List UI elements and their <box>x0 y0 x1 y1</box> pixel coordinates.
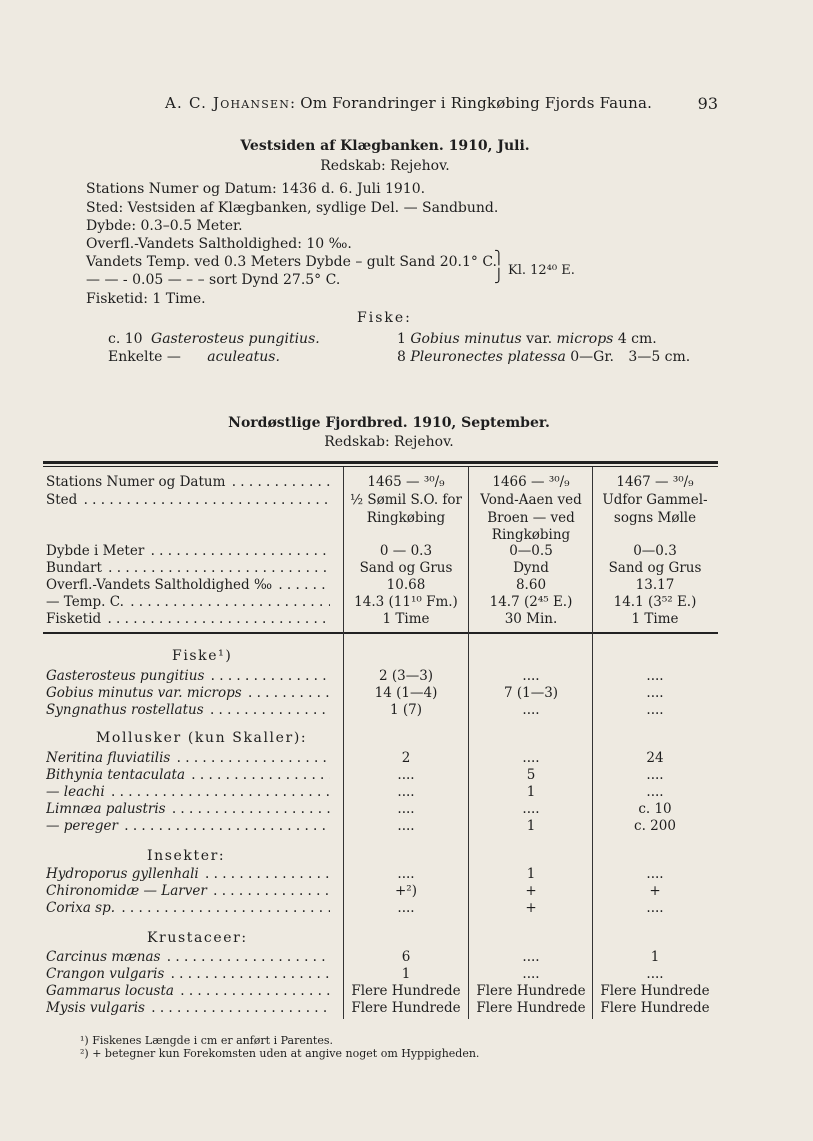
table-cell: .... <box>646 866 664 882</box>
table-cell: 1465 — ³⁰/₉ <box>367 474 445 490</box>
fish-left-1: c. 10 Gasterosteus pungitius. <box>108 331 320 347</box>
table-cell: 1 (7) <box>389 702 422 718</box>
table-cell: .... <box>646 900 664 916</box>
table-cell: 14.7 (2⁴⁵ E.) <box>489 594 573 610</box>
group-title: Insekter: <box>147 848 226 864</box>
running-header <box>0 94 813 116</box>
group-title: Krustaceer: <box>147 930 248 946</box>
table-cell: .... <box>646 784 664 800</box>
fish-right-1: 1 Gobius minutus var. microps 4 cm. <box>397 331 657 347</box>
table-cell: 0 — 0.3 <box>379 543 433 559</box>
table-cell: + <box>525 883 537 899</box>
fiske-heading: Fiske: <box>357 310 412 326</box>
species-label: Corixa sp. . . . <box>46 900 330 916</box>
table-cell: .... <box>646 966 664 982</box>
table-cell: 1 <box>401 966 411 982</box>
time-note: Kl. 12⁴⁰ E. <box>508 263 575 278</box>
table-row-label: Fisketid . . . <box>46 611 330 627</box>
fisketid-line: Fisketid: 1 Time. <box>86 291 206 307</box>
table-cell: Dynd <box>513 560 549 576</box>
table-cell: .... <box>397 767 415 783</box>
table-row-label: Dybde i Meter . . . <box>46 543 330 559</box>
table-row-label: Stations Numer og Datum . . . <box>46 474 330 490</box>
table-cell: 5 <box>526 767 536 783</box>
table-cell: Flere Hundrede <box>351 983 461 999</box>
table-cell: Vond-Aaen ved <box>480 492 582 508</box>
brace-symbol: ⎫ ⎭ <box>494 251 504 284</box>
table-row-label: Bundart . . . <box>46 560 330 576</box>
fish-right-2: 8 Pleuronectes platessa 0—Gr. 3—5 cm. <box>397 349 691 365</box>
table-cell: 14.3 (11¹⁰ Fm.) <box>354 594 458 610</box>
table-cell: 6 <box>401 949 411 965</box>
dybde-line: Dybde: 0.3–0.5 Meter. <box>86 218 243 234</box>
table-cell: 8.60 <box>515 577 547 593</box>
table-cell: +²) <box>395 883 417 899</box>
column-divider-3 <box>592 467 593 1019</box>
species-label: Gobius minutus var. microps . . . <box>46 685 330 701</box>
species-label: Bithynia tentaculata . . . <box>46 767 330 783</box>
species-label: Limnæa palustris . . . <box>46 801 330 817</box>
table-cell: 0—0.5 <box>509 543 553 559</box>
species-label: Chironomidæ — Larver . . . <box>46 883 330 899</box>
table-cell: Ringkøbing <box>491 527 571 543</box>
table-cell: c. 200 <box>634 818 676 834</box>
table-cell: .... <box>646 668 664 684</box>
group-title: Mollusker (kun Skaller): <box>96 730 308 746</box>
group-title: Fiske¹) <box>172 648 233 664</box>
table-cell: 1467 — ³⁰/₉ <box>616 474 694 490</box>
table-cell: 1466 — ³⁰/₉ <box>492 474 570 490</box>
table-header-rule <box>43 632 718 634</box>
temp-line-2: — — - 0.05 — – – sort Dynd 27.5° C. <box>86 272 341 288</box>
species-label: Carcinus mænas . . . <box>46 949 330 965</box>
table-cell: .... <box>646 702 664 718</box>
species-label: Hydroporus gyllenhali . . . <box>46 866 330 882</box>
section1-redskab: Redskab: Rejehov. <box>320 158 450 174</box>
table-cell: .... <box>522 801 540 817</box>
table-top-rule-thin <box>43 466 718 467</box>
table-cell: Sand og Grus <box>608 560 702 576</box>
species-label: Gammarus locusta . . . <box>46 983 330 999</box>
table-cell: Flere Hundrede <box>600 983 710 999</box>
temp-line-1: Vandets Temp. ved 0.3 Meters Dybde – gult Sand 20.1° C. <box>86 254 497 270</box>
table-cell: Udfor Gammel- <box>602 492 708 508</box>
section1-heading: Vestsiden af Klægbanken. 1910, Juli. <box>240 138 530 154</box>
header-author: A. C. Johansen <box>165 94 291 112</box>
species-label: Crangon vulgaris . . . <box>46 966 330 982</box>
column-divider-1 <box>343 467 344 1019</box>
table-cell: .... <box>397 818 415 834</box>
table-cell: 1 Time <box>382 611 430 627</box>
table-cell: Sand og Grus <box>359 560 453 576</box>
table-cell: 14.1 (3⁵² E.) <box>613 594 697 610</box>
table-top-rule <box>43 461 718 464</box>
table-cell: 1 Time <box>631 611 679 627</box>
footnote-2: ²) + betegner kun Forekomsten uden at angive noget om Hyppigheden. <box>80 1047 480 1060</box>
species-label: Gasterosteus pungitius . . . <box>46 668 330 684</box>
table-cell: .... <box>522 702 540 718</box>
table-cell: 1 <box>526 784 536 800</box>
table-cell: Broen — ved <box>487 510 575 526</box>
salinity-line: Overfl.-Vandets Saltholdighed: 10 ‰. <box>86 236 352 252</box>
header-title: A. C. Johansen: Om Forandringer i Ringkøbing Fjords Fauna. <box>165 94 653 112</box>
table-cell: Flere Hundrede <box>476 1000 586 1016</box>
table-cell: .... <box>397 900 415 916</box>
table-cell: 30 Min. <box>504 611 558 627</box>
footnote-1: ¹) Fiskenes Længde i cm er anført i Parentes. <box>80 1034 334 1047</box>
table-cell: .... <box>397 784 415 800</box>
table-cell: Ringkøbing <box>366 510 446 526</box>
species-label: Syngnathus rostellatus . . . <box>46 702 330 718</box>
table-cell: 14 (1—4) <box>374 685 438 701</box>
table-cell: 7 (1—3) <box>503 685 559 701</box>
column-divider-2 <box>468 467 469 1019</box>
fish-left-2: Enkelte — aculeatus. <box>108 349 280 365</box>
table-cell: .... <box>397 866 415 882</box>
table-cell: 1 <box>650 949 660 965</box>
page-number: 93 <box>697 94 718 113</box>
table-cell: 10.68 <box>386 577 426 593</box>
table-cell: ½ Sømil S.O. for <box>350 492 462 508</box>
table-cell: 2 (3—3) <box>378 668 434 684</box>
table-row-label: — Temp. C. . . . <box>46 594 330 610</box>
table-cell: c. 10 <box>638 801 672 817</box>
table-cell: 1 <box>526 818 536 834</box>
table-cell: Flere Hundrede <box>476 983 586 999</box>
table-row-label: Sted . . . <box>46 492 330 508</box>
table-cell: 24 <box>646 750 664 766</box>
table-cell: Flere Hundrede <box>600 1000 710 1016</box>
table-cell: sogns Mølle <box>613 510 697 526</box>
table-cell: 13.17 <box>635 577 675 593</box>
table-cell: .... <box>646 767 664 783</box>
sted-line: Sted: Vestsiden af Klægbanken, sydlige Del. — Sandbund. <box>86 200 499 216</box>
species-label: Neritina fluviatilis . . . <box>46 750 330 766</box>
species-label: — leachi . . . <box>46 784 330 800</box>
table-cell: .... <box>397 801 415 817</box>
station-line: Stations Numer og Datum: 1436 d. 6. Juli 1910. <box>86 181 426 197</box>
table-cell: 1 <box>526 866 536 882</box>
table-cell: .... <box>646 685 664 701</box>
table-cell: Flere Hundrede <box>351 1000 461 1016</box>
table-cell: + <box>525 900 537 916</box>
table-cell: .... <box>522 668 540 684</box>
table-cell: .... <box>522 750 540 766</box>
species-label: — pereger . . . <box>46 818 330 834</box>
table-cell: + <box>649 883 661 899</box>
table-cell: 2 <box>401 750 411 766</box>
section2-heading: Nordøstlige Fjordbred. 1910, September. <box>228 415 550 431</box>
table-row-label: Overfl.-Vandets Saltholdighed ‰ . . . <box>46 577 330 593</box>
section2-redskab: Redskab: Rejehov. <box>324 434 454 450</box>
table-cell: .... <box>522 966 540 982</box>
species-label: Mysis vulgaris . . . <box>46 1000 330 1016</box>
table-cell: .... <box>522 949 540 965</box>
table-cell: 0—0.3 <box>633 543 677 559</box>
